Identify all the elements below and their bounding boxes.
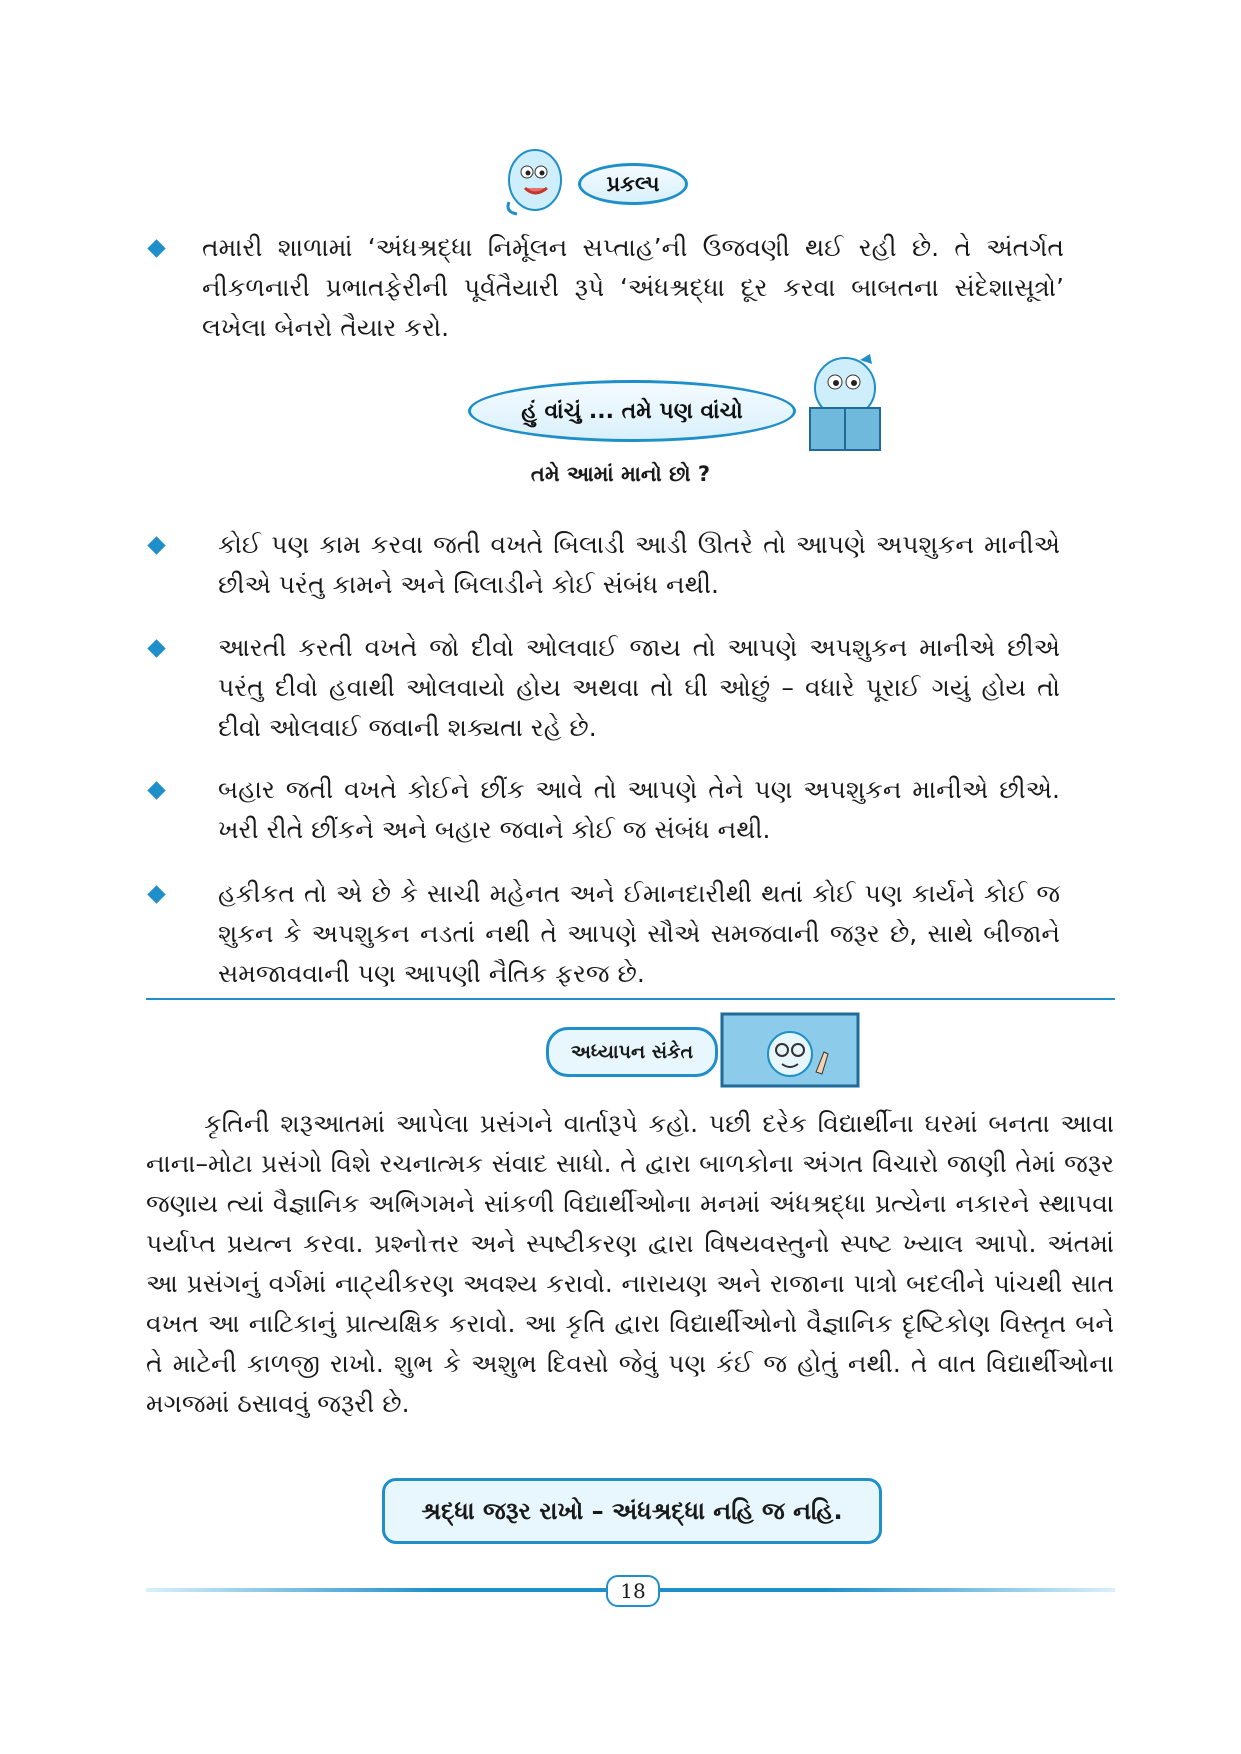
list-item <box>150 770 1060 854</box>
page-number: 18 <box>620 1579 646 1603</box>
reading-item-text: બહાર જતી વખતે કોઈને છીંક આવે તો આપણે તેને પણ અપશુકન માનીએ છીએ. ખરી રીતે છીંકને અને બહાર જવાને કોઈ જ સંબંધ નથી. <box>218 775 1060 844</box>
page-number-badge <box>606 1575 660 1607</box>
diamond-bullet-icon <box>147 536 165 554</box>
chalkboard-mascot-icon <box>720 1012 860 1088</box>
diamond-bullet-icon <box>147 885 165 903</box>
reading-item-text: આરતી કરતી વખતે જો દીવો ઓલવાઈ જાય તો આપણે અપશુકન માનીએ છીએ પરંતુ દીવો હવાથી ઓલવાયો હોય અથવા તો ઘી ઓછું – વધારે પૂરાઈ ગયું હોય તો દીવો ઓલવાઈ જવાની શક્યતા રહે છે. <box>218 633 1060 742</box>
reading-label: હું વાંચું ... તમે પણ વાંચો <box>468 380 796 442</box>
reading-book-mascot-icon <box>790 352 895 456</box>
reading-subtitle: તમે આમાં માનો છો ? <box>530 462 711 486</box>
diamond-bullet-icon <box>147 639 165 657</box>
teaching-label: અધ્યાપન સંકેત <box>546 1027 718 1077</box>
project-item <box>150 228 1064 348</box>
diamond-bullet-icon <box>147 781 165 799</box>
list-item <box>150 525 1060 609</box>
teaching-paragraph: કૃતિની શરૂઆતમાં આપેલા પ્રસંગને વાર્તારૂપે કહો. પછી દરેક વિદ્યાર્થીના ઘરમાં બનતા આવા નાના–મોટા પ્રસંગો વિશે રચનાત્મક સંવાદ સાધો. તે દ્વારા બાળકોના અંગત વિચારો જાણી તેમાં જરૂર જણાય ત્યાં વૈજ્ઞાનિક અભિગમને સાંકળી વિદ્યાર્થીઓના મનમાં અંધશ્રદ્ધા પ્રત્યેના નકારને સ્થાપવા પર્યાપ્ત પ્રયત્ન કરવા. પ્રશ્નોત્તર અને સ્પષ્ટીકરણ દ્વારા વિષયવસ્તુનો સ્પષ્ટ ખ્યાલ આપો. અંતમાં આ પ્રસંગનું વર્ગમાં નાટ્યીકરણ અવશ્ય કરાવો. નારાયણ અને રાજાના પાત્રો બદલીને પાંચથી સાત વખત આ નાટિકાનું પ્રાત્યક્ષિક કરાવો. આ કૃતિ દ્વારા વિદ્યાર્થીઓનો વૈજ્ઞાનિક દૃષ્ટિકોણ વિસ્તૃત બને તે માટેની કાળજી રાખો. શુભ કે અશુભ દિવસો જેવું પણ કંઈ જ હોતું નથી. તે વાત વિદ્યાર્થીઓના મગજમાં ઠસાવવું જરૂરી છે. <box>146 1109 1114 1418</box>
section-divider <box>146 998 1115 1000</box>
list-item <box>150 874 1060 998</box>
project-text: તમારી શાળામાં ‘અંધશ્રદ્ધા નિર્મૂલન સપ્તાહ’ની ઉજવણી થઈ રહી છે. તે અંતર્ગત નીકળનારી પ્રભાતફેરીની પૂર્વતૈયારી રૂપે ‘અંધશ્રદ્ધા દૂર કરવા બાબતના સંદેશાસૂત્રો’ લખેલા બેનરો તૈયાર કરો. <box>202 233 1064 342</box>
list-item <box>150 628 1060 752</box>
diamond-bullet-icon <box>147 239 165 257</box>
thinking-mascot-icon <box>495 140 583 220</box>
reading-item-text: હકીકત તો એ છે કે સાચી મહેનત અને ઈમાનદારીથી થતાં કોઈ પણ કાર્યને કોઈ જ શુકન કે અપશુકન નડતાં નથી તે આપણે સૌએ સમજવાની જરૂર છે, સાથે બીજાને સમજાવવાની પણ આપણી નૈતિક ફરજ છે. <box>218 879 1060 988</box>
reading-item-text: કોઈ પણ કામ કરવા જતી વખતે બિલાડી આડી ઊતરે તો આપણે અપશુકન માનીએ છીએ પરંતુ કામને અને બિલાડીને કોઈ સંબંધ નથી. <box>218 530 1060 599</box>
slogan-box: શ્રદ્ધા જરૂર રાખો – અંધશ્રદ્ધા નહિ જ નહિ. <box>382 1478 882 1544</box>
project-label: પ્રકલ્પ <box>578 163 688 205</box>
